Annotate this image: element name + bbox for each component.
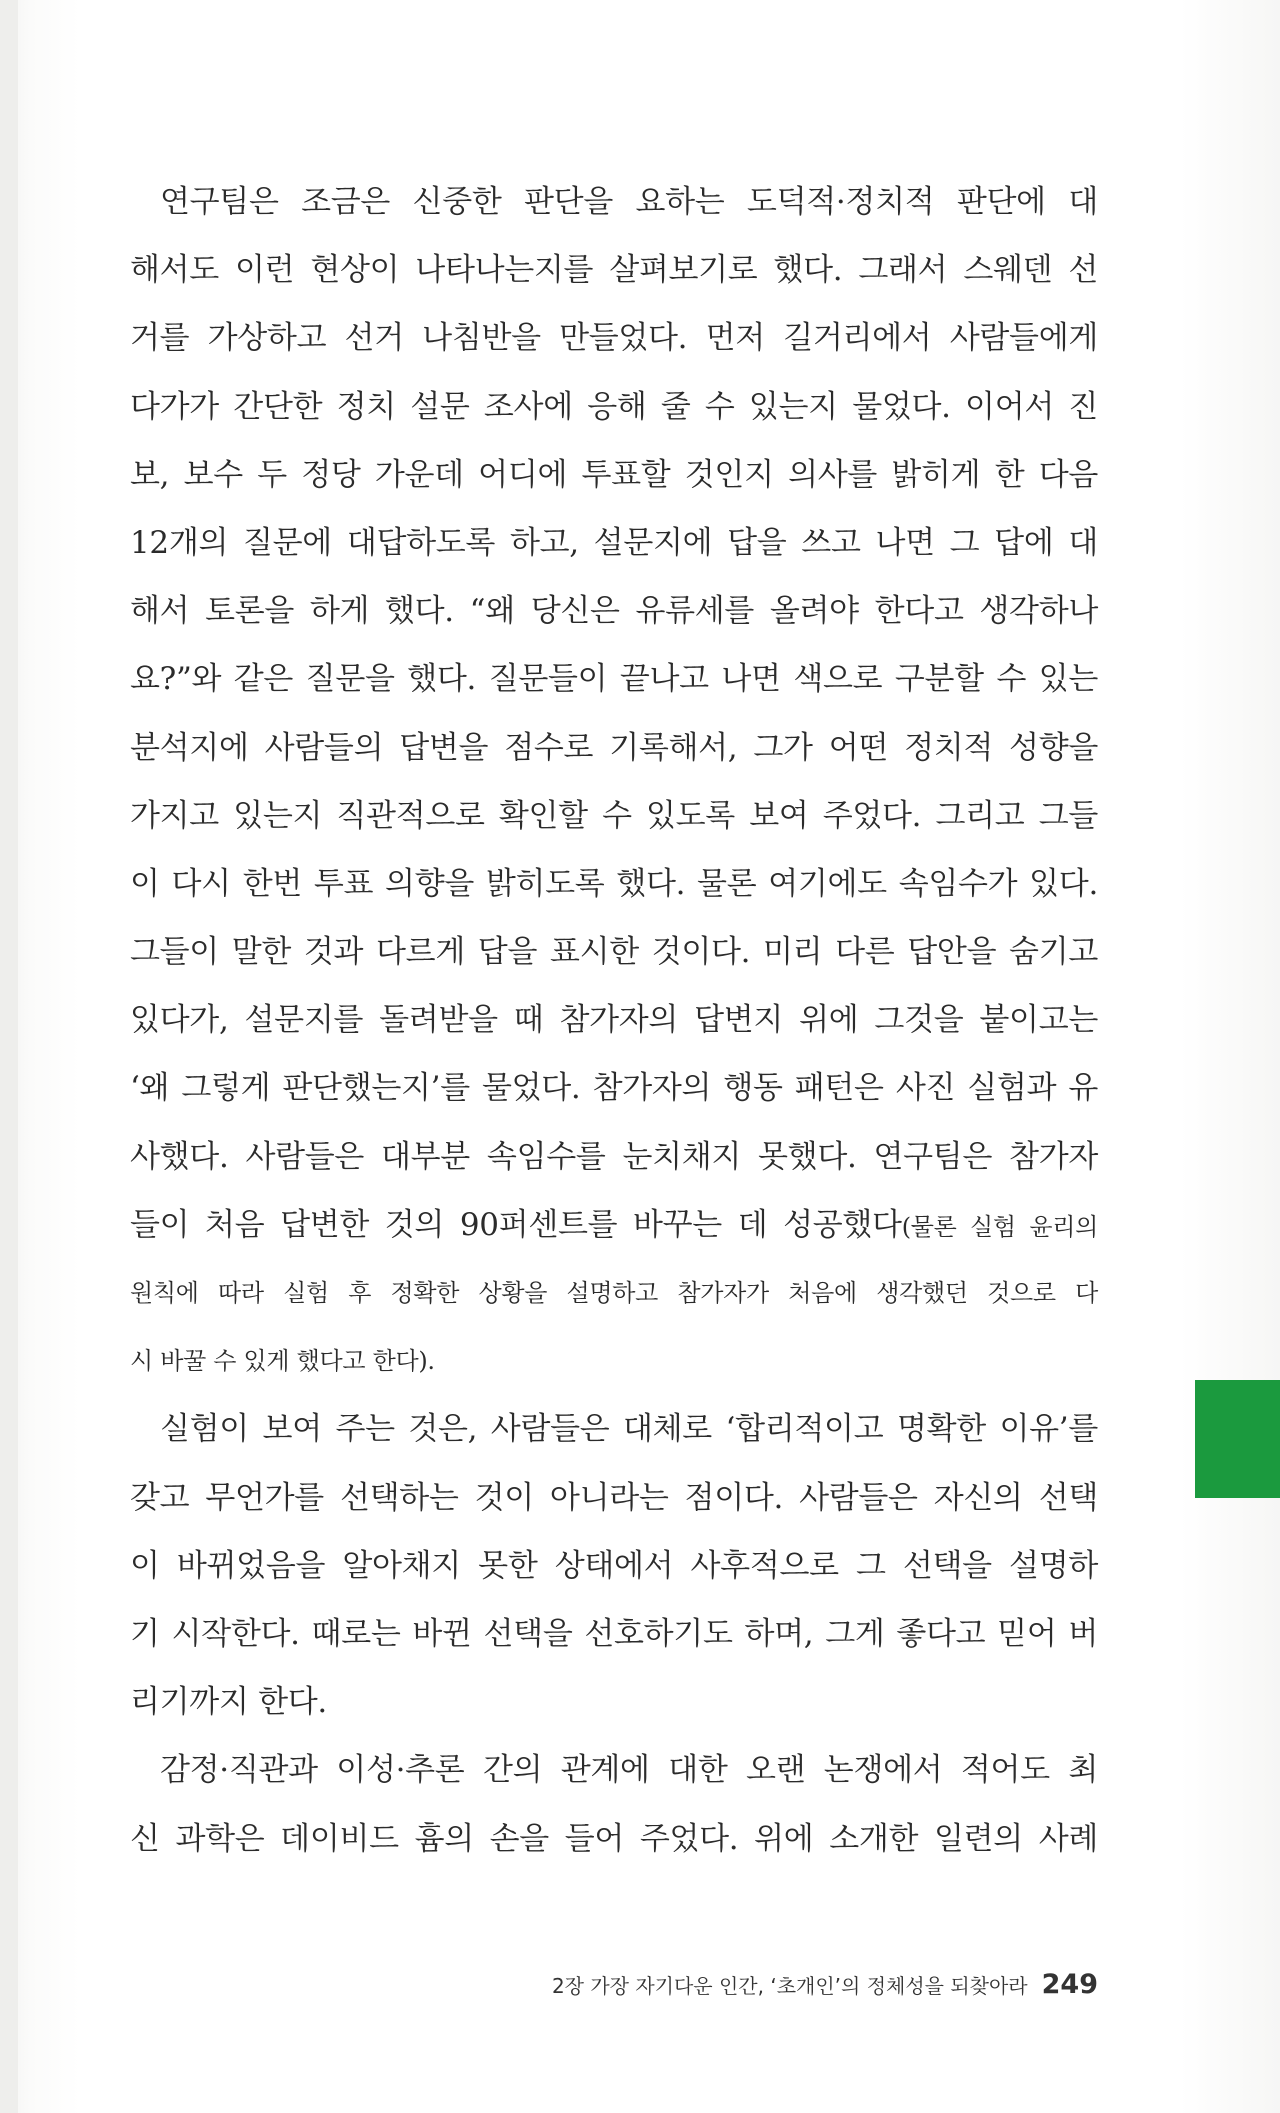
- text-line: [130, 1191, 1098, 1259]
- text-line: 기 시작한다. 때로는 바뀐 선택을 선호하기도 하며, 그게 좋다고 믿어 버: [130, 1615, 1098, 1652]
- text-line: 해서도 이런 현상이 나타나는지를 살펴보기로 했다. 그래서 스웨덴 선: [130, 252, 1098, 289]
- text-line: 있다가, 설문지를 돌려받을 때 참가자의 답변지 위에 그것을 붙이고는: [130, 1002, 1098, 1039]
- text-line: 그들이 말한 것과 다르게 답을 표시한 것이다. 미리 다른 답안을 숨기고: [130, 934, 1098, 971]
- page-footer: [552, 1965, 1098, 2005]
- text-line: 연구팀은 조금은 신중한 판단을 요하는 도덕적·정치적 판단에 대: [160, 184, 1098, 220]
- chapter-side-tab: [1195, 1380, 1280, 1498]
- text-line: 요?”와 같은 질문을 했다. 질문들이 끝나고 나면 색으로 구분할 수 있는: [130, 661, 1098, 698]
- text-line: 리기까지 한다.: [130, 1684, 327, 1721]
- text-line: 사했다. 사람들은 대부분 속임수를 눈치채지 못했다. 연구팀은 참가자: [130, 1138, 1098, 1175]
- text-line: 해서 토론을 하게 했다. “왜 당신은 유류세를 올려야 한다고 생각하나: [130, 593, 1098, 630]
- text-line: 갖고 무언가를 선택하는 것이 아니라는 점이다. 사람들은 자신의 선택: [130, 1479, 1098, 1516]
- text-line: 12개의 질문에 대답하도록 하고, 설문지에 답을 쓰고 나면 그 답에 대: [130, 524, 1098, 561]
- page-number: 249: [1041, 1969, 1098, 2000]
- parenthetical-note: (물론 실험 윤리의: [901, 1212, 1098, 1241]
- text-line: 신 과학은 데이비드 흄의 손을 들어 주었다. 위에 소개한 일련의 사례: [130, 1820, 1098, 1857]
- running-footer-chapter: 2장 가장 자기다운 인간, ‘초개인’의 정체성을 되찾아라: [551, 1974, 1028, 1998]
- text-line: 보, 보수 두 정당 가운데 어디에 투표할 것인지 의사를 밝히게 한 다음: [130, 456, 1098, 493]
- body-text: [130, 168, 1098, 1873]
- text-line: 이 다시 한번 투표 의향을 밝히도록 했다. 물론 여기에도 속임수가 있다.: [130, 865, 1098, 902]
- parenthetical-note-line: 시 바꿀 수 있게 했다고 한다).: [130, 1347, 435, 1376]
- text-line: 이 바뀌었음을 알아채지 못한 상태에서 사후적으로 그 선택을 설명하: [130, 1547, 1098, 1584]
- text-line: 다가가 간단한 정치 설문 조사에 응해 줄 수 있는지 물었다. 이어서 진: [130, 388, 1098, 425]
- text-line: 거를 가상하고 선거 나침반을 만들었다. 먼저 길거리에서 사람들에게: [130, 320, 1098, 357]
- parenthetical-note-line: 원칙에 따라 실험 후 정확한 상황을 설명하고 참가자가 처음에 생각했던 것으로 다: [130, 1279, 1098, 1307]
- text-line: 분석지에 사람들의 답변을 점수로 기록해서, 그가 어떤 정치적 성향을: [130, 729, 1098, 766]
- text-line: ‘왜 그렇게 판단했는지’를 물었다. 참가자의 행동 패턴은 사진 실험과 유: [130, 1070, 1098, 1107]
- text-line: 가지고 있는지 직관적으로 확인할 수 있도록 보여 주었다. 그리고 그들: [130, 797, 1098, 834]
- text-line: 실험이 보여 주는 것은, 사람들은 대체로 ‘합리적이고 명확한 이유’를: [160, 1411, 1098, 1448]
- text-line: 감정·직관과 이성·추론 간의 관계에 대한 오랜 논쟁에서 적어도 최: [160, 1752, 1098, 1789]
- text-segment: 들이 처음 답변한 것의 90퍼센트를 바꾸는 데 성공했다: [130, 1206, 902, 1243]
- page-gutter: [0, 0, 18, 2113]
